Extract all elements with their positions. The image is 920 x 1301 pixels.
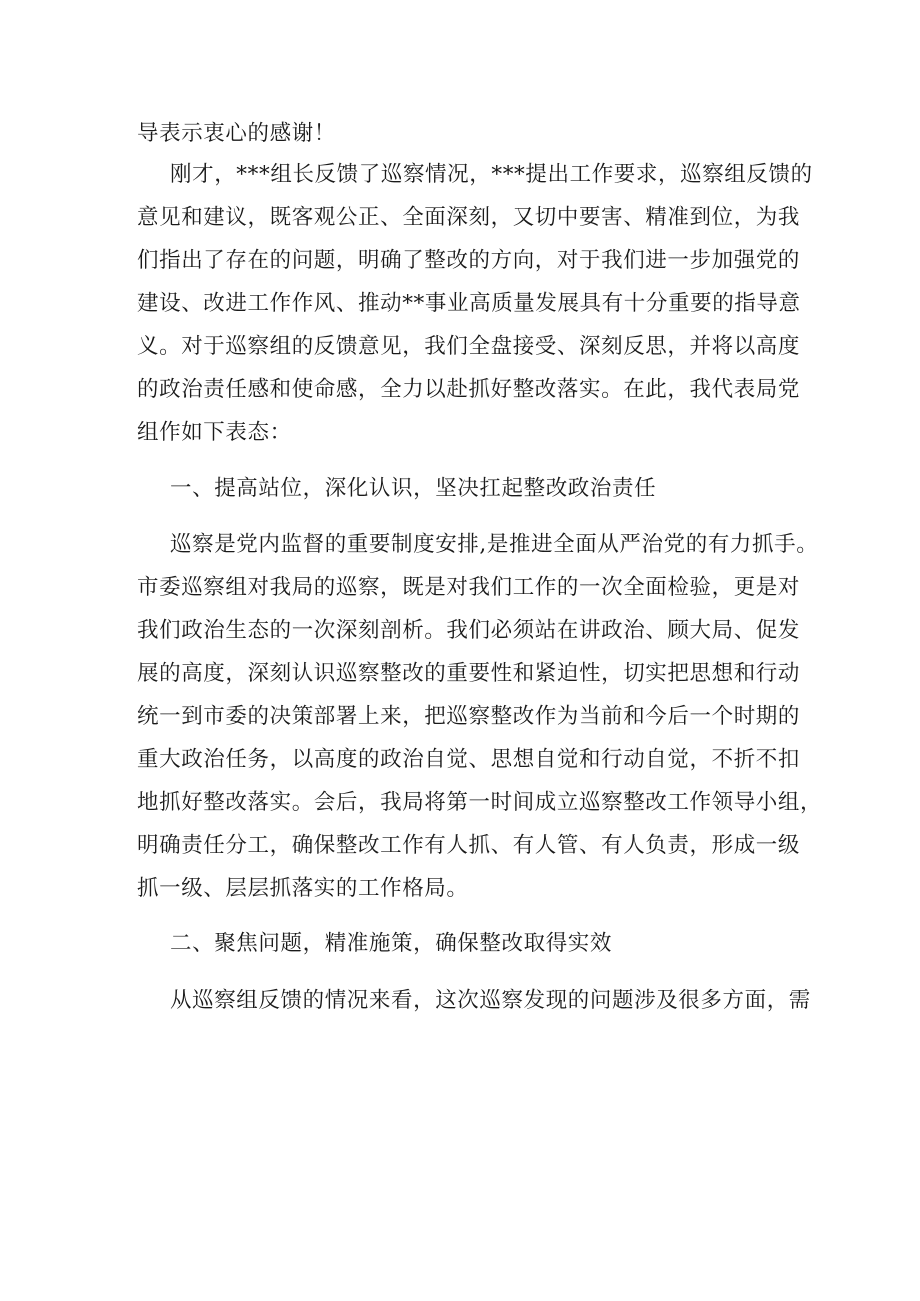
paragraph-2-line: 地抓好整改落实。会后，我局将第一时间成立巡察整改工作领导小组， bbox=[137, 790, 823, 815]
paragraph-2-line: 明确责任分工，确保整改工作有人抓、有人管、有人负责，形成一级 bbox=[137, 833, 801, 858]
paragraph-2-line: 市委巡察组对我局的巡察，既是对我们工作的一次全面检验，更是对 bbox=[137, 575, 801, 600]
paragraph-1-line: 们指出了存在的问题，明确了整改的方向，对于我们进一步加强党的 bbox=[137, 248, 801, 273]
paragraph-2-line: 巡察是党内监督的重要制度安排,是推进全面从严治党的有力抓手。 bbox=[170, 532, 819, 557]
paragraph-1-line: 组作如下表态： bbox=[137, 420, 292, 445]
paragraph-2-line: 展的高度，深刻认识巡察整改的重要性和紧迫性，切实把思想和行动 bbox=[137, 661, 801, 686]
paragraph-2-line: 统一到市委的决策部署上来，把巡察整改作为当前和今后一个时期的 bbox=[137, 704, 801, 729]
paragraph-2-line: 我们政治生态的一次深刻剖析。我们必须站在讲政治、顾大局、促发 bbox=[137, 618, 801, 643]
paragraph-1-line: 的政治责任感和使命感，全力以赴抓好整改落实。在此，我代表局党 bbox=[137, 377, 801, 402]
paragraph-2-line: 抓一级、层层抓落实的工作格局。 bbox=[137, 876, 469, 901]
paragraph-3-line: 从巡察组反馈的情况来看，这次巡察发现的问题涉及很多方面，需 bbox=[170, 988, 811, 1013]
paragraph-continuation-line: 导表示衷心的感谢！ bbox=[137, 121, 336, 146]
paragraph-1-line: 义。对于巡察组的反馈意见，我们全盘接受、深刻反思，并将以高度 bbox=[137, 334, 801, 359]
paragraph-1-line: 建设、改进工作作风、推动**事业高质量发展具有十分重要的指导意 bbox=[137, 291, 801, 316]
paragraph-1-line: 刚才，***组长反馈了巡察情况，***提出工作要求，巡察组反馈的 bbox=[170, 162, 813, 187]
paragraph-1-line: 意见和建议，既客观公正、全面深刻，又切中要害、精准到位，为我 bbox=[137, 205, 801, 230]
section-heading-1: 一、提高站位，深化认识，坚决扛起整改政治责任 bbox=[170, 476, 657, 501]
paragraph-2-line: 重大政治任务，以高度的政治自觉、思想自觉和行动自觉，不折不扣 bbox=[137, 747, 801, 772]
section-heading-2: 二、聚焦问题，精准施策，确保整改取得实效 bbox=[170, 931, 613, 956]
